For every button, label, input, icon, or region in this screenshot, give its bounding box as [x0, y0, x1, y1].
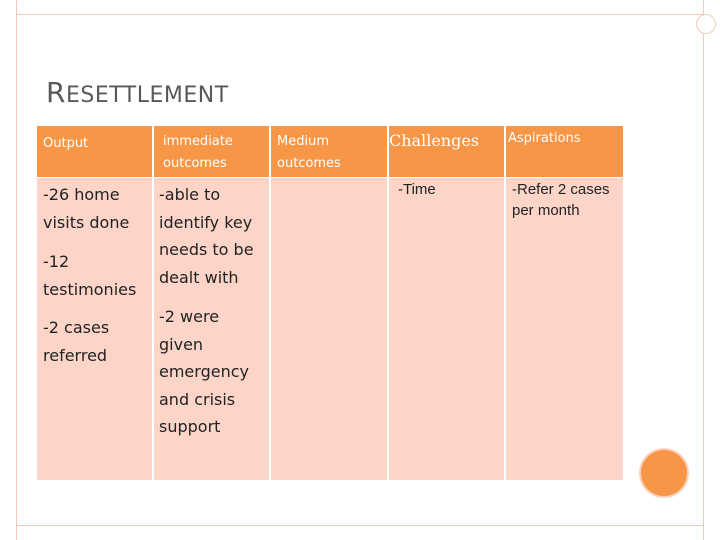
frame-top-line — [16, 14, 704, 15]
output-item: -2 cases referred — [43, 318, 110, 365]
header-challenges — [389, 126, 504, 177]
header-medium-label: Medium outcomes — [277, 134, 341, 171]
cell-immediate-outcomes — [154, 178, 269, 480]
frame-left-line — [16, 0, 17, 540]
cell-challenges — [389, 178, 504, 480]
immediate-item: -able to identify key needs to be dealt with — [159, 185, 254, 287]
immediate-item: -2 were given emergency and crisis support — [159, 307, 249, 436]
header-medium-outcomes — [271, 126, 387, 177]
header-aspirations — [506, 126, 623, 177]
slide-title-rest: ESETTLEMENT — [65, 83, 229, 108]
header-immediate-outcomes — [154, 126, 269, 177]
cell-medium-outcomes — [271, 178, 387, 480]
resettlement-table — [37, 126, 623, 480]
frame-right-line — [703, 0, 704, 540]
header-challenges-label: Challenges — [389, 131, 480, 150]
challenge-item: -Time — [398, 181, 436, 198]
output-item: -12 testimonies — [43, 252, 137, 299]
frame-bottom-line — [16, 525, 704, 526]
cell-output — [37, 178, 152, 480]
decorative-circle-bottom — [641, 450, 687, 496]
output-item: -26 home visits done — [43, 185, 130, 232]
header-output — [37, 126, 152, 177]
slide-title — [46, 76, 229, 109]
aspiration-item: -Refer 2 cases per month — [512, 181, 610, 219]
header-output-label: Output — [43, 136, 89, 151]
header-immediate-label: immediate outcomes — [163, 134, 233, 171]
cell-aspirations — [506, 178, 623, 480]
header-aspirations-label: Aspirations — [508, 131, 581, 146]
slide-title-initial: R — [46, 76, 66, 109]
decorative-circle-top — [696, 14, 716, 34]
